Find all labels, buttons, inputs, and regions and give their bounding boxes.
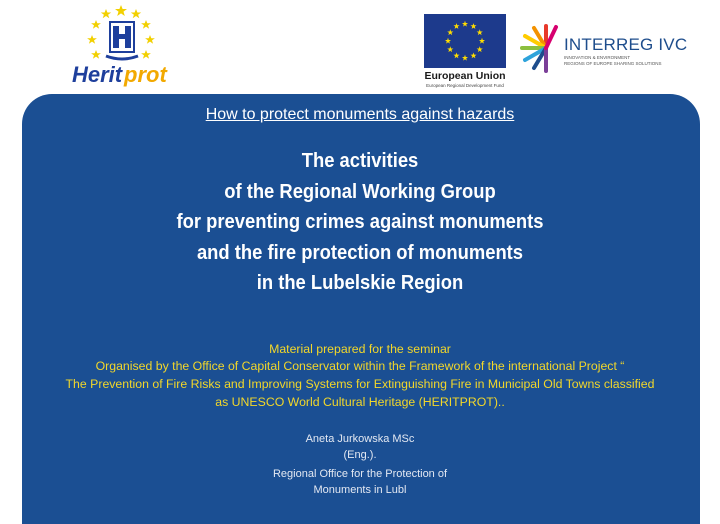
eu-logo-title: European Union	[424, 70, 506, 82]
interreg-logo-tagline-1: INNOVATION & ENVIRONMENT	[564, 55, 631, 60]
title-line: of the Regional Working Group	[224, 180, 496, 203]
title-line: in the Lubelskie Region	[256, 272, 464, 294]
heritprot-logo	[66, 4, 178, 88]
eu-logo	[422, 14, 508, 92]
office-line-2: Monuments in Lubl	[313, 484, 407, 496]
heritprot-logo-text-right: prot	[124, 62, 167, 87]
project-name-line-2: as UNESCO World Cultural Heritage (HERITPROT)..	[215, 395, 505, 409]
eu-flag-icon	[424, 14, 506, 68]
eu-logo-subtitle: European Regional Development Fund	[426, 83, 504, 88]
interreg-burst-icon	[516, 18, 566, 78]
author-name: Aneta Jurkowska MSc	[305, 433, 415, 445]
office-line-1: Regional Office for the Protection of	[272, 468, 448, 480]
heritprot-logo-text-left: Herit	[72, 62, 123, 87]
project-name-line-1: The Prevention of Fire Risks and Improving Systems for Extinguishing Fire in Municipal Old Towns classified	[65, 377, 655, 391]
author-title: (Eng.).	[343, 449, 377, 461]
title-line: for preventing crimes against monuments	[176, 211, 544, 233]
subtitle-link[interactable]: How to protect monuments against hazards	[205, 106, 515, 123]
heritprot-emblem-icon	[66, 4, 178, 88]
slide-title	[29, 146, 691, 299]
organised-by-text: Organised by the Office of Capital Conservator within the Framework of the international Project “	[95, 359, 625, 373]
interreg-logo	[516, 18, 688, 78]
title-line: and the fire protection of monuments	[196, 241, 524, 264]
material-intro-text: Material prepared for the seminar	[269, 342, 451, 356]
interreg-logo-name: INTERREG IVC	[564, 35, 688, 54]
interreg-logo-tagline-2: REGIONS OF EUROPE SHARING SOLUTIONS	[564, 61, 662, 66]
title-line: The activities	[301, 150, 419, 172]
